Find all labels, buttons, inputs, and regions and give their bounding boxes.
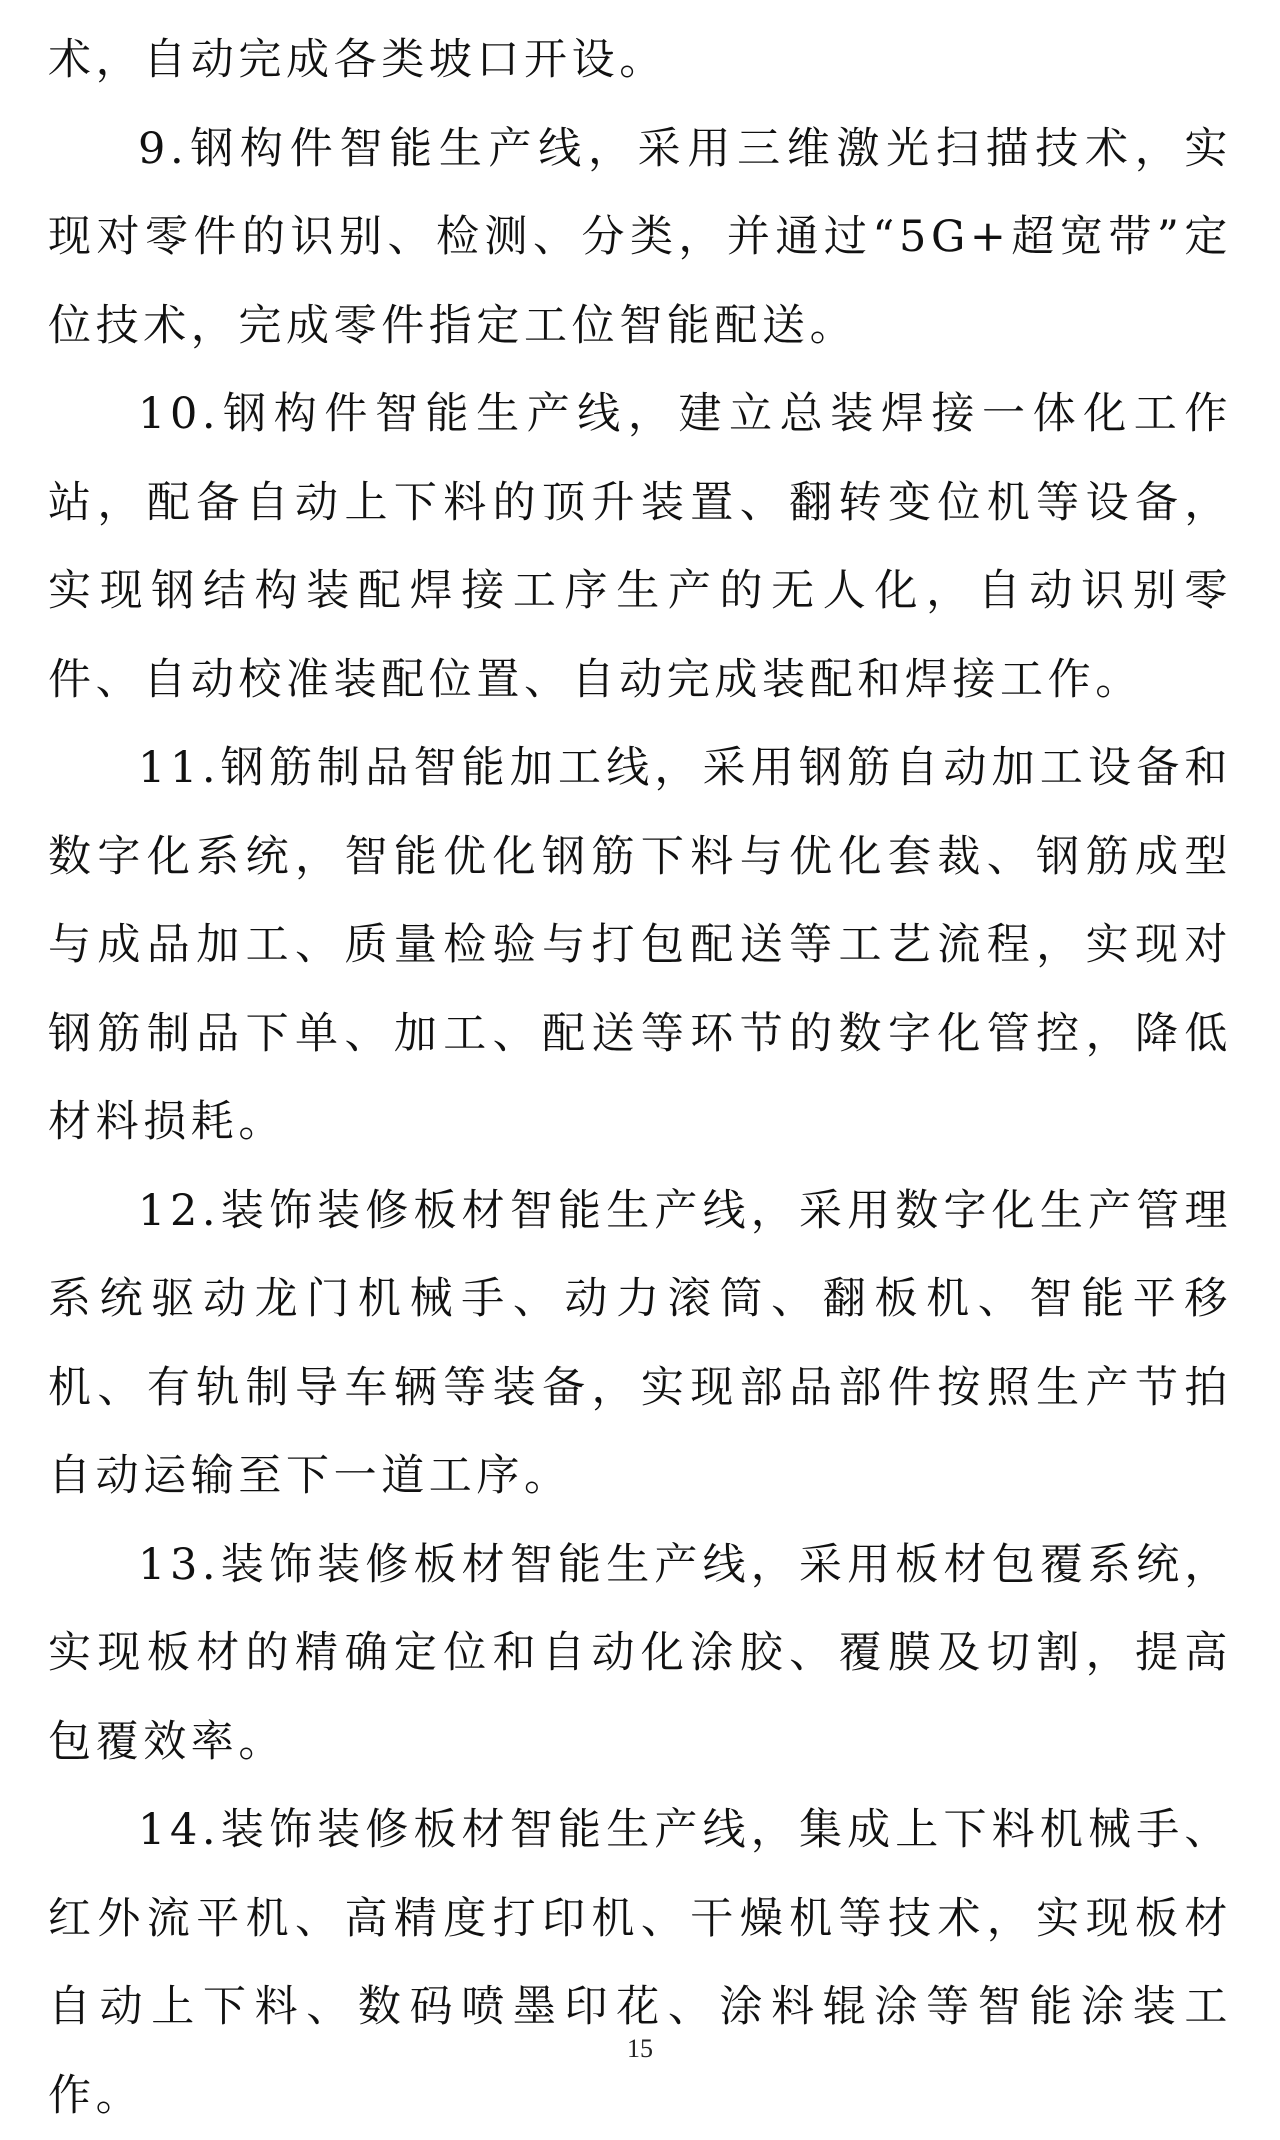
paragraph-item-10: 10.钢构件智能生产线，建立总装焊接一体化工作站，配备自动上下料的顶升装置、翻转变位机等设备，实现钢结构装配焊接工序生产的无人化，自动识别零件、自动校准装配位置、自动完成装配和焊接工作。 (48, 389, 1232, 705)
paragraph-item-13: 13.装饰装修板材智能生产线，采用板材包覆系统，实现板材的精确定位和自动化涂胶、覆膜及切割，提高包覆效率。 (48, 1539, 1232, 1767)
paragraph-item-9: 9.钢构件智能生产线，采用三维激光扫描技术，实现对零件的识别、检测、分类，并通过“5G+超宽带”定位技术，完成零件指定工位智能配送。 (48, 123, 1232, 351)
paragraph-item-12: 12.装饰装修板材智能生产线，采用数字化生产管理系统驱动龙门机械手、动力滚筒、翻板机、智能平移机、有轨制导车辆等装备，实现部品部件按照生产节拍自动运输至下一道工序。 (48, 1185, 1232, 1501)
paragraph-item-14: 14.装饰装修板材智能生产线，集成上下料机械手、红外流平机、高精度打印机、干燥机等技术，实现板材自动上下料、数码喷墨印花、涂料辊涂等智能涂装工作。 (48, 1805, 1232, 2121)
paragraph-continuation: 术，自动完成各类坡口开设。 (48, 35, 667, 85)
paragraph-item-11: 11.钢筋制品智能加工线，采用钢筋自动加工设备和数字化系统，智能优化钢筋下料与优化套裁、钢筋成型与成品加工、质量检验与打包配送等工艺流程，实现对钢筋制品下单、加工、配送等环节的数字化管控，降低材料损耗。 (48, 743, 1232, 1147)
document-page (48, 16, 1232, 2140)
page-number: 15 (627, 2034, 653, 2063)
